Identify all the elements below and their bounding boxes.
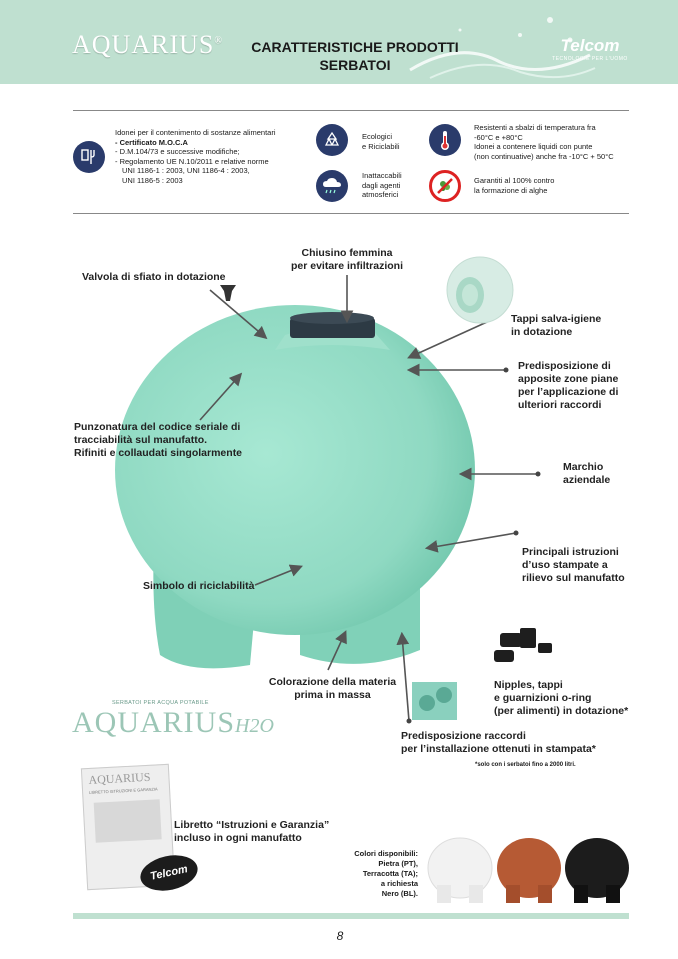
feature-temperature-line2: -60°C e +80°C	[474, 132, 523, 142]
feature-algae-line2: la formazione di alghe	[474, 185, 548, 195]
callout-fittings-line1: Predisposizione raccordi	[401, 730, 526, 742]
food-contact-icon	[73, 141, 105, 173]
callout-fittings	[401, 730, 596, 756]
callout-plugs-line1: Tappi salva-igiene	[511, 313, 602, 325]
weather-icon	[316, 170, 348, 202]
page-title-line2: SERBATOI	[319, 57, 391, 73]
callout-serial-line3: Rifiniti e collaudati singolarmente	[74, 447, 243, 459]
callout-brand-line1: Marchio	[563, 461, 604, 473]
colors-line2: Terracotta (TA);	[362, 869, 418, 878]
divider-top	[73, 110, 629, 111]
aquarius-logo-text: AQUARIUS	[72, 30, 215, 59]
aquarius-h2o-suffix: H2O	[235, 715, 274, 737]
feature-food-line6: UNI 1186-5 : 2003	[122, 175, 183, 185]
feature-weather-line1: Inattaccabili	[362, 171, 402, 180]
feature-food-line2: - Certificato M.O.C.A	[115, 137, 188, 147]
callout-brand	[563, 461, 610, 487]
booklet-caption-line1: Libretto “Istruzioni e Garanzia”	[174, 819, 330, 831]
feature-weather-line3: atmosferici	[362, 190, 399, 199]
callout-instructions	[522, 546, 625, 585]
callout-instr-line1: Principali istruzioni	[522, 546, 619, 558]
callout-cap	[283, 247, 411, 273]
tank-terracotta	[497, 838, 561, 903]
footer-bar	[73, 913, 629, 919]
callout-plugs	[511, 313, 601, 339]
telcom-tagline: TECNOLOGIE PER L'UOMO	[552, 56, 628, 62]
aquarius-h2o-name: AQUARIUS	[72, 706, 236, 739]
booklet-caption-line2: incluso in ogni manufatto	[174, 832, 302, 844]
feature-food-line5: UNI 1186-1 : 2003, UNI 1186-4 : 2003,	[122, 166, 250, 175]
booklet-cover-title: LIBRETTO ISTRUZIONI E GARANZIA	[89, 786, 158, 795]
callout-color-line2: prima in massa	[294, 689, 371, 701]
callout-valve: Valvola di sfiato in dotazione	[82, 271, 226, 283]
footnote: *solo con i serbatoi fino a 2000 litri.	[475, 762, 576, 768]
callout-nipples-line3: (per alimenti) in dotazione*	[494, 705, 629, 717]
callout-serial-line2: tracciabilità sul manufatto.	[74, 434, 208, 446]
callout-plugs-line2: in dotazione	[511, 326, 573, 338]
tank-illustration	[60, 225, 630, 745]
no-algae-icon	[429, 170, 461, 202]
callout-nipples-line2: e guarnizioni o-ring	[494, 692, 592, 704]
feature-eco	[362, 132, 400, 151]
telcom-logo-text: Telcom	[560, 36, 620, 55]
tank-stone	[428, 838, 492, 903]
feature-weather	[362, 171, 402, 200]
aquarius-h2o-tagline: SERBATOI PER ACQUA POTABILE	[112, 700, 209, 706]
telcom-logo	[545, 36, 635, 62]
callout-instr-line2: d’uso stampate a	[522, 559, 608, 571]
feature-temperature	[474, 123, 634, 161]
callout-fittings-line2: per l’installazione ottenuti in stampata*	[401, 743, 596, 755]
callout-serial-line1: Punzonatura del codice seriale di	[74, 421, 241, 433]
feature-food-line3: - D.M.104/73 e successive modifiche;	[115, 147, 240, 156]
aquarius-h2o-logo	[72, 700, 274, 740]
colors-line1: Pietra (PT),	[378, 859, 418, 868]
callout-instr-line3: rilievo sul manufatto	[522, 572, 625, 584]
feature-temperature-line3: Idonei a contenere liquidi con punte	[474, 142, 593, 151]
feature-food	[115, 128, 310, 185]
callout-nipples-line1: Nipples, tappi	[494, 679, 563, 691]
callout-color-line1: Colorazione della materia	[268, 676, 397, 688]
feature-food-line1: Idonei per il contenimento di sostanze alimentari	[115, 128, 276, 137]
feature-algae	[474, 176, 554, 195]
callout-recycle-symbol: Simbolo di riciclabilità	[143, 580, 255, 592]
colors-available	[318, 849, 418, 899]
colors-line4: Nero (BL).	[381, 889, 418, 898]
callout-flat-line1: Predisposizione di	[518, 360, 611, 372]
callout-nipples	[494, 679, 628, 718]
feature-food-line4: - Regolamento UE N.10/2011 e relative norme	[115, 156, 269, 166]
callout-flat-line4: ulteriori raccordi	[518, 399, 602, 411]
tank-black	[565, 838, 629, 903]
callout-cap-line1: Chiusino femmina	[301, 247, 393, 259]
colors-line3: a richiesta	[380, 879, 418, 888]
booklet-cover-brand: AQUARIUS	[88, 769, 151, 787]
page-title	[230, 38, 480, 74]
page-title-line1: CARATTERISTICHE PRODOTTI	[251, 39, 459, 55]
registered-mark: ®	[214, 35, 223, 47]
callout-serial	[74, 421, 242, 460]
feature-temperature-line4: (non continuative) anche fra -10°C + 50°C	[474, 151, 614, 161]
divider-bottom	[73, 213, 629, 214]
feature-weather-line2: dagli agenti	[362, 180, 401, 190]
page-number: 8	[336, 929, 344, 943]
booklet-caption	[174, 819, 329, 845]
callout-color	[265, 676, 400, 702]
aquarius-logo	[72, 30, 223, 60]
callout-flat-line3: per l’applicazione di	[518, 386, 619, 398]
callout-flat-line2: apposite zone piane	[518, 373, 619, 385]
recycle-icon	[316, 124, 348, 156]
thermometer-icon	[429, 124, 461, 156]
feature-temperature-line1: Resistenti a sbalzi di temperatura fra	[474, 123, 596, 132]
callout-brand-line2: aziendale	[563, 474, 611, 486]
callout-flat-zones	[518, 360, 618, 412]
colors-label: Colori disponibili:	[354, 849, 418, 858]
booklet-cover-picture	[94, 799, 162, 842]
callout-cap-line2: per evitare infiltrazioni	[290, 260, 404, 272]
feature-eco-line1: Ecologici	[362, 132, 393, 141]
feature-algae-line1: Garantiti al 100% contro	[474, 176, 555, 185]
color-variants	[425, 835, 630, 907]
feature-eco-line2: e Riciclabili	[362, 141, 400, 151]
telcom-stamp-text: Telcom	[149, 863, 189, 883]
